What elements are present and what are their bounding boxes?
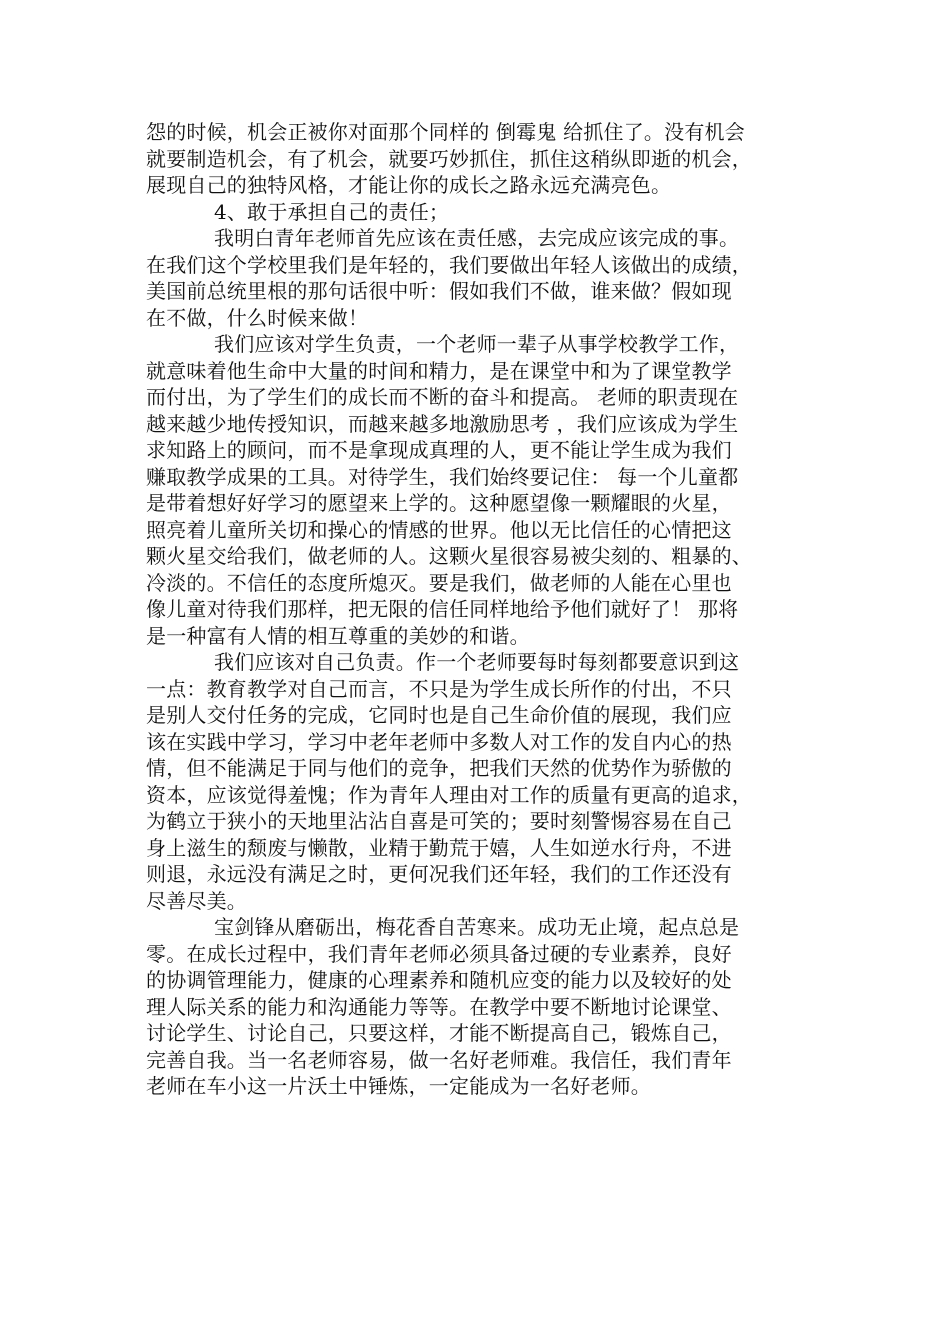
text-line: 该在实践中学习，学习中老年老师中多数人对工作的发自内心的热 bbox=[146, 729, 732, 754]
text-line: 是带着想好好学习的愿望来上学的。这种愿望像一颗耀眼的火星， bbox=[146, 491, 732, 515]
text-line: 在我们这个学校里我们是年轻的，我们要做出年轻人该做出的成绩， bbox=[146, 252, 752, 277]
text-line: 尽善尽美。 bbox=[146, 888, 247, 913]
text-line: 怨的时候，机会正被你对面那个同样的 倒霉鬼 给抓住了。没有机会 bbox=[146, 120, 745, 144]
text-line: 身上滋生的颓废与懒散，业精于勤荒于嬉，人生如逆水行舟，不进 bbox=[146, 835, 732, 860]
text-line: 赚取教学成果的工具。对待学生，我们始终要记住： 每一个儿童都 bbox=[146, 464, 739, 489]
text-line: 完善自我。当一名老师容易，做一名好老师难。我信任，我们青年 bbox=[146, 1047, 732, 1072]
text-line: 展现自己的独特风格，才能让你的成长之路永远充满亮色。 bbox=[146, 173, 672, 197]
section-heading: 4、敢于承担自己的责任； bbox=[214, 199, 450, 224]
text-line: 一点：教育教学对自己而言，不只是为学生成长所作的付出，不只 bbox=[146, 676, 732, 701]
text-line: 资本，应该觉得羞愧；作为青年人理由对工作的质量有更高的追求， bbox=[146, 782, 752, 807]
text-line: 像儿童对待我们那样，把无限的信任同样地给予他们就好了！ 那将 bbox=[146, 597, 739, 621]
text-line: 越来越少地传授知识，而越来越多地激励思考 ，我们应该成为学生 bbox=[146, 411, 739, 436]
text-line: 是别人交付任务的完成，它同时也是自己生命价值的展现，我们应 bbox=[146, 703, 732, 727]
paragraph-start: 我明白青年老师首先应该在责任感，去完成应该完成的事。 bbox=[214, 226, 740, 250]
paragraph-start: 我们应该对学生负责，一个老师一辈子从事学校教学工作， bbox=[214, 332, 740, 356]
paragraph-start: 我们应该对自己负责。作一个老师要每时每刻都要意识到这 bbox=[214, 650, 740, 674]
text-line: 情，但不能满足于同与他们的竞争，把我们天然的优势作为骄傲的 bbox=[146, 756, 732, 780]
document-body bbox=[146, 119, 816, 1100]
text-line: 就意味着他生命中大量的时间和精力，是在课堂中和为了课堂教学 bbox=[146, 358, 732, 383]
text-line: 是一种富有人情的相互尊重的美妙的和谐。 bbox=[146, 623, 530, 648]
text-line: 颗火星交给我们，做老师的人。这颗火星很容易被尖刻的、粗暴的、 bbox=[146, 544, 752, 568]
text-line: 则退，永远没有满足之时，更何况我们还年轻，我们的工作还没有 bbox=[146, 862, 732, 886]
text-line: 老师在车小这一片沃土中锤炼，一定能成为一名好老师。 bbox=[146, 1074, 651, 1098]
text-line: 而付出，为了学生们的成长而不断的奋斗和提高。 老师的职责现在 bbox=[146, 385, 739, 409]
text-line: 在不做，什么时候来做！ bbox=[146, 305, 369, 330]
text-line: 求知路上的顾问，而不是拿现成真理的人，更不能让学生成为我们 bbox=[146, 438, 732, 462]
text-line: 零。在成长过程中，我们青年老师必须具备过硬的专业素养，良好 bbox=[146, 941, 732, 966]
text-line: 就要制造机会，有了机会，就要巧妙抓住，抓住这稍纵即逝的机会， bbox=[146, 146, 752, 171]
text-line: 照亮着儿童所关切和操心的情感的世界。他以无比信任的心情把这 bbox=[146, 517, 732, 542]
text-line: 讨论学生、讨论自己，只要这样，才能不断提高自己，锻炼自己， bbox=[146, 1021, 732, 1045]
text-line: 冷淡的。不信任的态度所熄灭。要是我们，做老师的人能在心里也 bbox=[146, 570, 732, 595]
text-line: 美国前总统里根的那句话很中听：假如我们不做，谁来做？假如现 bbox=[146, 279, 732, 303]
text-line: 为鹤立于狭小的天地里沾沾自喜是可笑的；要时刻警惕容易在自己 bbox=[146, 809, 732, 833]
text-line: 理人际关系的能力和沟通能力等等。在教学中要不断地讨论课堂、 bbox=[146, 994, 732, 1019]
paragraph-start: 宝剑锋从磨砺出，梅花香自苦寒来。成功无止境，起点总是 bbox=[214, 915, 740, 939]
text-line: 的协调管理能力，健康的心理素养和随机应变的能力以及较好的处 bbox=[146, 968, 732, 992]
